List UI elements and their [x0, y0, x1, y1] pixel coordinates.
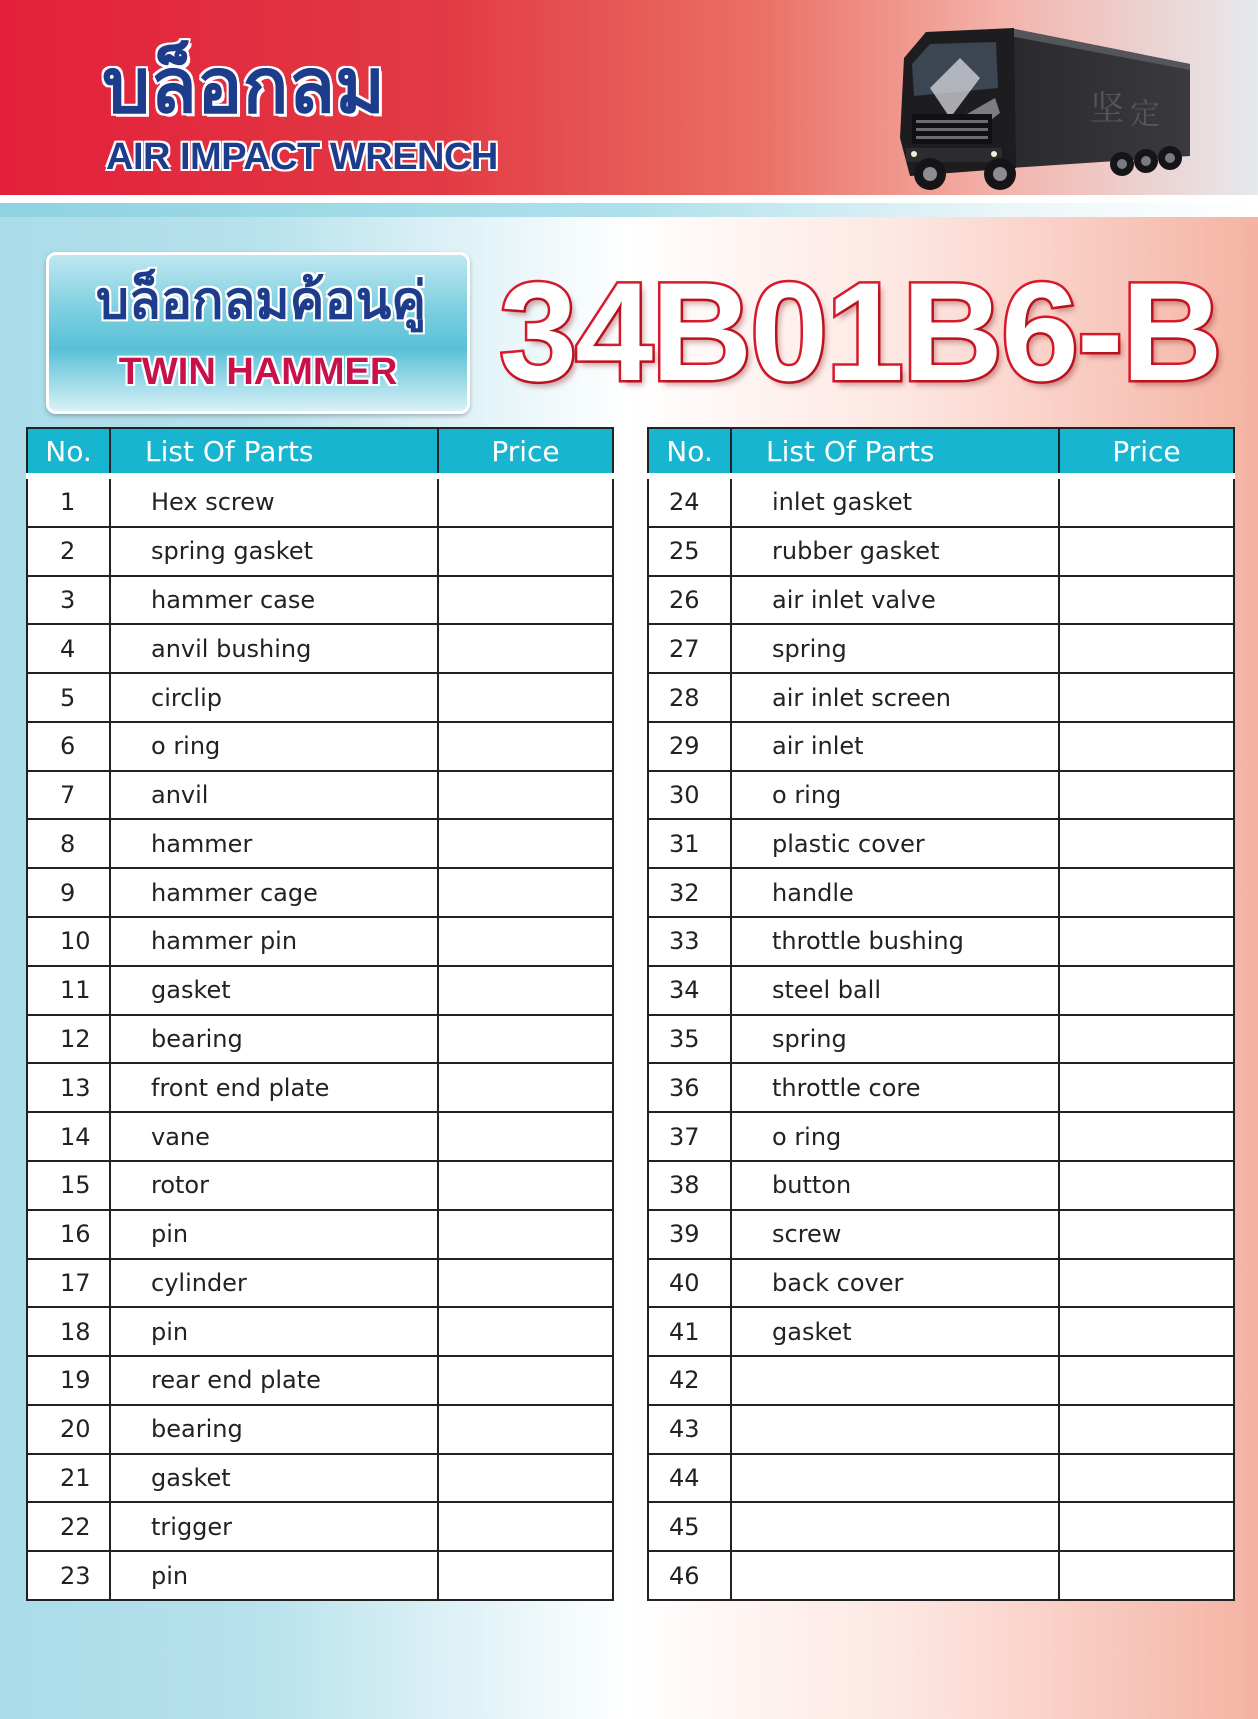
header-banner [0, 0, 1258, 195]
truck-photo [890, 18, 1200, 196]
price-cell [1059, 673, 1234, 722]
part-name-cell: trigger [110, 1502, 438, 1551]
price-cell [438, 576, 613, 625]
table-row [648, 917, 1234, 966]
part-number-cell: 34 [648, 966, 731, 1015]
table-row [648, 1454, 1234, 1503]
parts-table-right-body [648, 476, 1234, 1600]
part-number-cell: 14 [27, 1112, 110, 1161]
product-type-badge [46, 252, 470, 414]
part-name-cell: button [731, 1161, 1059, 1210]
table-row [27, 476, 613, 527]
part-number-cell: 10 [27, 917, 110, 966]
price-cell [438, 1405, 613, 1454]
part-name-cell: spring [731, 624, 1059, 673]
table-row [27, 624, 613, 673]
part-name-cell: spring [731, 1015, 1059, 1064]
table-row [27, 966, 613, 1015]
part-name-cell: screw [731, 1210, 1059, 1259]
part-number-cell: 31 [648, 819, 731, 868]
part-name-cell: plastic cover [731, 819, 1059, 868]
price-cell [1059, 527, 1234, 576]
part-number-cell: 26 [648, 576, 731, 625]
price-cell [1059, 476, 1234, 527]
part-number-cell: 29 [648, 722, 731, 771]
part-number-cell: 25 [648, 527, 731, 576]
part-number-cell: 24 [648, 476, 731, 527]
part-name-cell [731, 1356, 1059, 1405]
table-row [648, 868, 1234, 917]
part-name-cell: gasket [110, 966, 438, 1015]
table-row [27, 1454, 613, 1503]
price-cell [438, 1161, 613, 1210]
part-name-cell: air inlet valve [731, 576, 1059, 625]
price-cell [438, 1063, 613, 1112]
table-row [27, 1259, 613, 1308]
part-name-cell: rotor [110, 1161, 438, 1210]
price-cell [1059, 1112, 1234, 1161]
part-name-cell: o ring [731, 1112, 1059, 1161]
part-number-cell: 30 [648, 771, 731, 820]
part-name-cell: air inlet [731, 722, 1059, 771]
part-number-cell: 8 [27, 819, 110, 868]
part-number-cell: 40 [648, 1259, 731, 1308]
table-row [27, 1551, 613, 1600]
badge-title-english: TWIN HAMMER [118, 351, 398, 393]
table-row [27, 576, 613, 625]
part-name-cell: rubber gasket [731, 527, 1059, 576]
part-number-cell: 45 [648, 1502, 731, 1551]
part-number-cell: 46 [648, 1551, 731, 1600]
part-number-cell: 32 [648, 868, 731, 917]
price-cell [438, 819, 613, 868]
table-row [648, 1063, 1234, 1112]
part-name-cell: pin [110, 1210, 438, 1259]
part-number-cell: 35 [648, 1015, 731, 1064]
svg-text:坚: 坚 [1090, 89, 1124, 129]
price-cell [438, 868, 613, 917]
part-number-cell: 5 [27, 673, 110, 722]
part-number-cell: 36 [648, 1063, 731, 1112]
part-number-cell: 9 [27, 868, 110, 917]
part-name-cell: air inlet screen [731, 673, 1059, 722]
price-cell [1059, 576, 1234, 625]
table-row [27, 722, 613, 771]
price-cell [438, 1502, 613, 1551]
badge-title-thai: บล็อกลมค้อนคู่ [95, 271, 427, 331]
part-name-cell: hammer pin [110, 917, 438, 966]
price-cell [1059, 1454, 1234, 1503]
part-number-cell: 20 [27, 1405, 110, 1454]
table-row [648, 624, 1234, 673]
table-row [648, 819, 1234, 868]
table-row [27, 1502, 613, 1551]
part-name-cell: hammer [110, 819, 438, 868]
part-number-cell: 39 [648, 1210, 731, 1259]
part-name-cell: circlip [110, 673, 438, 722]
price-cell [1059, 1502, 1234, 1551]
part-name-cell: steel ball [731, 966, 1059, 1015]
part-name-cell: cylinder [110, 1259, 438, 1308]
part-name-cell: pin [110, 1307, 438, 1356]
table-row [27, 868, 613, 917]
price-cell [1059, 771, 1234, 820]
column-header-no: No. [27, 428, 110, 476]
model-code: 34B01B6-B [499, 253, 1221, 410]
price-cell [1059, 1307, 1234, 1356]
part-name-cell [731, 1551, 1059, 1600]
table-row [27, 1307, 613, 1356]
part-name-cell: handle [731, 868, 1059, 917]
price-cell [1059, 624, 1234, 673]
part-number-cell: 43 [648, 1405, 731, 1454]
part-number-cell: 15 [27, 1161, 110, 1210]
column-header-parts: List Of Parts [731, 428, 1059, 476]
price-cell [1059, 966, 1234, 1015]
part-number-cell: 3 [27, 576, 110, 625]
part-number-cell: 27 [648, 624, 731, 673]
part-number-cell: 38 [648, 1161, 731, 1210]
part-number-cell: 19 [27, 1356, 110, 1405]
table-header-row [648, 428, 1234, 476]
price-cell [438, 771, 613, 820]
table-row [27, 771, 613, 820]
parts-table-left-body [27, 476, 613, 1600]
part-number-cell: 17 [27, 1259, 110, 1308]
table-header-row [27, 428, 613, 476]
table-row [648, 1112, 1234, 1161]
price-cell [1059, 1161, 1234, 1210]
price-cell [438, 722, 613, 771]
part-name-cell: gasket [731, 1307, 1059, 1356]
price-cell [438, 1015, 613, 1064]
price-cell [1059, 1259, 1234, 1308]
table-row [27, 673, 613, 722]
part-number-cell: 11 [27, 966, 110, 1015]
price-cell [438, 1454, 613, 1503]
part-name-cell: inlet gasket [731, 476, 1059, 527]
table-row [648, 1502, 1234, 1551]
column-header-no: No. [648, 428, 731, 476]
part-number-cell: 16 [27, 1210, 110, 1259]
part-name-cell: o ring [731, 771, 1059, 820]
part-number-cell: 4 [27, 624, 110, 673]
part-name-cell [731, 1502, 1059, 1551]
part-number-cell: 42 [648, 1356, 731, 1405]
price-cell [438, 527, 613, 576]
table-row [648, 1210, 1234, 1259]
price-cell [1059, 1405, 1234, 1454]
column-header-parts: List Of Parts [110, 428, 438, 476]
price-cell [438, 1210, 613, 1259]
part-number-cell: 7 [27, 771, 110, 820]
table-row [648, 771, 1234, 820]
part-name-cell: rear end plate [110, 1356, 438, 1405]
header-accent-stripe [0, 203, 1258, 217]
part-name-cell: spring gasket [110, 527, 438, 576]
table-row [648, 576, 1234, 625]
price-cell [438, 917, 613, 966]
part-number-cell: 6 [27, 722, 110, 771]
part-number-cell: 37 [648, 1112, 731, 1161]
price-cell [1059, 1356, 1234, 1405]
table-row [27, 819, 613, 868]
price-cell [438, 1259, 613, 1308]
table-row [648, 966, 1234, 1015]
price-cell [438, 673, 613, 722]
table-row [648, 722, 1234, 771]
header-divider [0, 195, 1258, 203]
part-name-cell: throttle core [731, 1063, 1059, 1112]
part-number-cell: 44 [648, 1454, 731, 1503]
table-row [648, 1551, 1234, 1600]
part-number-cell: 33 [648, 917, 731, 966]
parts-table-right [647, 427, 1235, 1601]
price-cell [1059, 917, 1234, 966]
part-number-cell: 18 [27, 1307, 110, 1356]
part-name-cell: anvil [110, 771, 438, 820]
part-number-cell: 21 [27, 1454, 110, 1503]
part-name-cell: vane [110, 1112, 438, 1161]
table-row [648, 1259, 1234, 1308]
part-number-cell: 23 [27, 1551, 110, 1600]
parts-table-left [26, 427, 614, 1601]
table-row [27, 527, 613, 576]
price-cell [1059, 819, 1234, 868]
part-number-cell: 13 [27, 1063, 110, 1112]
part-name-cell: anvil bushing [110, 624, 438, 673]
part-name-cell: hammer case [110, 576, 438, 625]
price-cell [438, 1112, 613, 1161]
part-name-cell: throttle bushing [731, 917, 1059, 966]
table-row [648, 1015, 1234, 1064]
part-number-cell: 1 [27, 476, 110, 527]
table-row [27, 1405, 613, 1454]
table-row [27, 1356, 613, 1405]
price-cell [438, 1307, 613, 1356]
price-cell [438, 476, 613, 527]
part-number-cell: 12 [27, 1015, 110, 1064]
table-row [27, 1015, 613, 1064]
part-number-cell: 28 [648, 673, 731, 722]
svg-text:定: 定 [1130, 97, 1160, 132]
price-cell [438, 966, 613, 1015]
part-name-cell [731, 1454, 1059, 1503]
price-cell [438, 1356, 613, 1405]
part-name-cell: front end plate [110, 1063, 438, 1112]
table-row [648, 476, 1234, 527]
part-name-cell: o ring [110, 722, 438, 771]
part-name-cell: gasket [110, 1454, 438, 1503]
table-row [648, 1161, 1234, 1210]
table-row [648, 1307, 1234, 1356]
table-row [648, 1356, 1234, 1405]
part-name-cell: hammer cage [110, 868, 438, 917]
brand-title-thai: บล็อกลม [102, 41, 386, 130]
table-row [27, 1210, 613, 1259]
price-cell [438, 1551, 613, 1600]
table-row [648, 673, 1234, 722]
part-name-cell [731, 1405, 1059, 1454]
price-cell [1059, 722, 1234, 771]
part-name-cell: bearing [110, 1015, 438, 1064]
part-number-cell: 22 [27, 1502, 110, 1551]
table-row [27, 917, 613, 966]
column-header-price: Price [1059, 428, 1234, 476]
brand-title-english: AIR IMPACT WRENCH [106, 136, 498, 178]
table-row [27, 1112, 613, 1161]
price-cell [438, 624, 613, 673]
table-row [27, 1161, 613, 1210]
price-cell [1059, 1210, 1234, 1259]
price-cell [1059, 1551, 1234, 1600]
part-name-cell: back cover [731, 1259, 1059, 1308]
part-name-cell: pin [110, 1551, 438, 1600]
part-name-cell: Hex screw [110, 476, 438, 527]
column-header-price: Price [438, 428, 613, 476]
price-cell [1059, 1063, 1234, 1112]
part-number-cell: 41 [648, 1307, 731, 1356]
price-cell [1059, 1015, 1234, 1064]
part-number-cell: 2 [27, 527, 110, 576]
table-row [27, 1063, 613, 1112]
price-cell [1059, 868, 1234, 917]
part-name-cell: bearing [110, 1405, 438, 1454]
table-row [648, 527, 1234, 576]
table-row [648, 1405, 1234, 1454]
